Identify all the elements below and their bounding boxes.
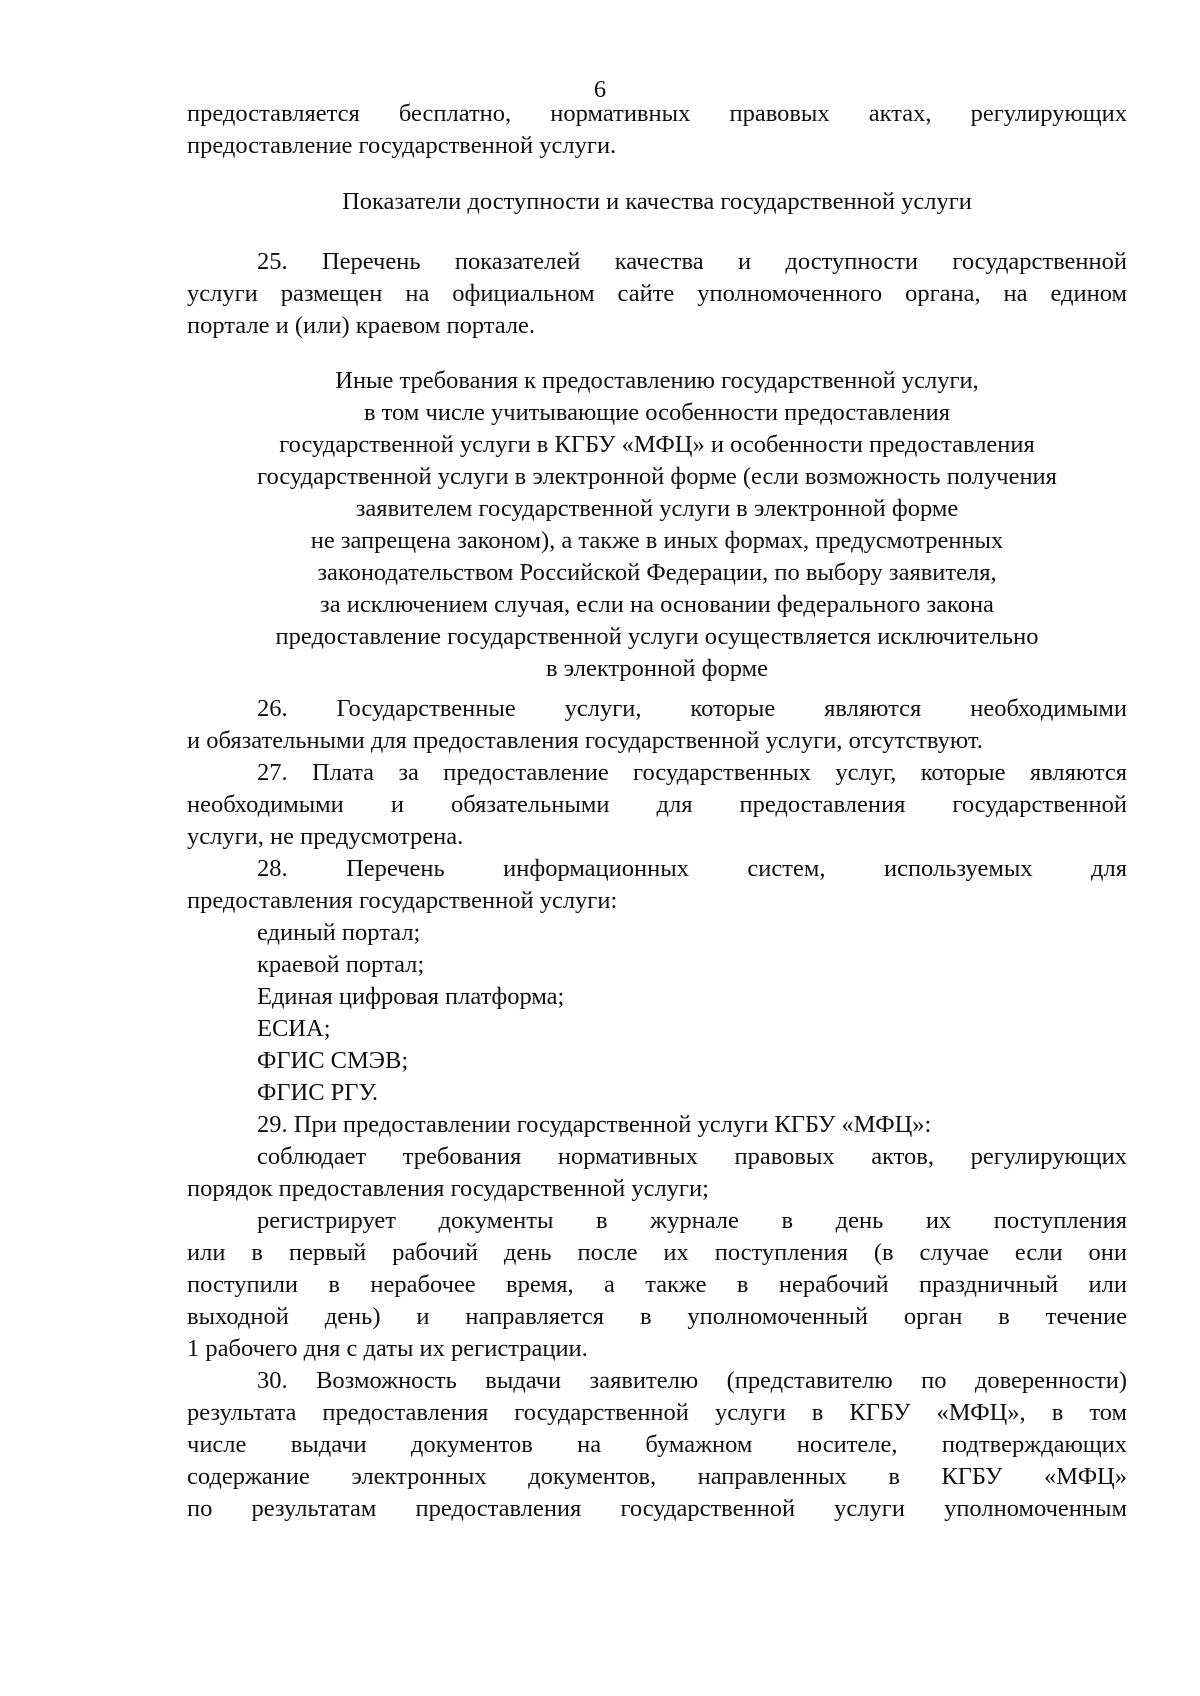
- text-line: результата предоставления государственной услуги в КГБУ «МФЦ», в том: [187, 1399, 1127, 1426]
- paragraph-29-item-b: [187, 1205, 1127, 1365]
- list-item: краевой портал;: [257, 951, 425, 978]
- text-line: необходимыми и обязательными для предоставления государственной: [187, 791, 1127, 818]
- paragraph-27: [187, 757, 1127, 853]
- text-line: выходной день) и направляется в уполномоченный орган в течение: [187, 1303, 1127, 1330]
- text-line: соблюдает требования нормативных правовых актов, регулирующих: [257, 1143, 1127, 1170]
- heading-line: в том числе учитывающие особенности предоставления: [363, 399, 950, 426]
- list-item: Единая цифровая платформа;: [257, 983, 565, 1010]
- text-line: предоставление государственной услуги.: [187, 132, 617, 159]
- text-line: порядок предоставления государственной услуги;: [187, 1175, 709, 1202]
- heading-line: государственной услуги в КГБУ «МФЦ» и особенности предоставления: [279, 431, 1035, 458]
- page-number: 6: [593, 76, 607, 103]
- text-line: портале и (или) краевом портале.: [187, 312, 536, 339]
- heading-line: в электронной форме: [545, 655, 769, 682]
- paragraph-25: [187, 246, 1127, 342]
- text-line: 28. Перечень информационных систем, используемых для: [257, 855, 1127, 882]
- text-line: 30. Возможность выдачи заявителю (представителю по доверенности): [257, 1367, 1127, 1394]
- text-line: 1 рабочего дня с даты их регистрации.: [187, 1335, 588, 1362]
- text-line: 27. Плата за предоставление государственных услуг, которые являются: [257, 759, 1127, 786]
- text-line: поступили в нерабочее время, а также в нерабочий праздничный или: [187, 1271, 1127, 1298]
- paragraph-29-item-a: [187, 1141, 1127, 1205]
- text-line: предоставления государственной услуги:: [187, 887, 618, 914]
- list-item: ФГИС СМЭВ;: [257, 1047, 409, 1074]
- paragraph-28: [187, 853, 1127, 917]
- list-item: единый портал;: [257, 919, 421, 946]
- heading-line: не запрещена законом), а также в иных формах, предусмотренных: [310, 527, 1004, 554]
- text-line: 25. Перечень показателей качества и доступности государственной: [257, 248, 1127, 275]
- heading-line: Иные требования к предоставлению государственной услуги,: [335, 367, 979, 394]
- text-line: по результатам предоставления государственной услуги уполномоченным: [187, 1495, 1127, 1522]
- text-line: услуги размещен на официальном сайте уполномоченного органа, на едином: [187, 280, 1127, 307]
- text-line: услуги, не предусмотрена.: [187, 823, 464, 850]
- text-line: и обязательными для предоставления государственной услуги, отсутствуют.: [187, 727, 983, 754]
- heading-line: законодательством Российской Федерации, по выбору заявителя,: [317, 559, 997, 586]
- text-line: содержание электронных документов, направленных в КГБУ «МФЦ»: [187, 1463, 1127, 1490]
- heading-line: предоставление государственной услуги осуществляется исключительно: [275, 623, 1039, 650]
- paragraph-26: [187, 693, 1127, 757]
- intro-paragraph: [187, 98, 1127, 162]
- text-line: 26. Государственные услуги, которые являются необходимыми: [257, 695, 1127, 722]
- list-item: ЕСИА;: [257, 1015, 331, 1042]
- paragraph-29-lead: 29. При предоставлении государственной услуги КГБУ «МФЦ»:: [257, 1111, 932, 1138]
- heading-line: государственной услуги в электронной форме (если возможность получения: [257, 463, 1057, 490]
- text-line: регистрирует документы в журнале в день их поступления: [257, 1207, 1127, 1234]
- text-line: или в первый рабочий день после их поступления (в случае если они: [187, 1239, 1127, 1266]
- paragraph-30: [187, 1365, 1127, 1525]
- list-item: ФГИС РГУ.: [257, 1079, 378, 1106]
- section-heading-other-requirements: [150, 365, 1164, 685]
- text-line: предоставляется бесплатно, нормативных правовых актах, регулирующих: [187, 100, 1127, 127]
- heading-line: за исключением случая, если на основании федерального закона: [320, 591, 994, 618]
- section-heading-availability: Показатели доступности и качества государственной услуги: [342, 188, 972, 215]
- text-line: числе выдачи документов на бумажном носителе, подтверждающих: [187, 1431, 1127, 1458]
- heading-line: заявителем государственной услуги в электронной форме: [355, 495, 959, 522]
